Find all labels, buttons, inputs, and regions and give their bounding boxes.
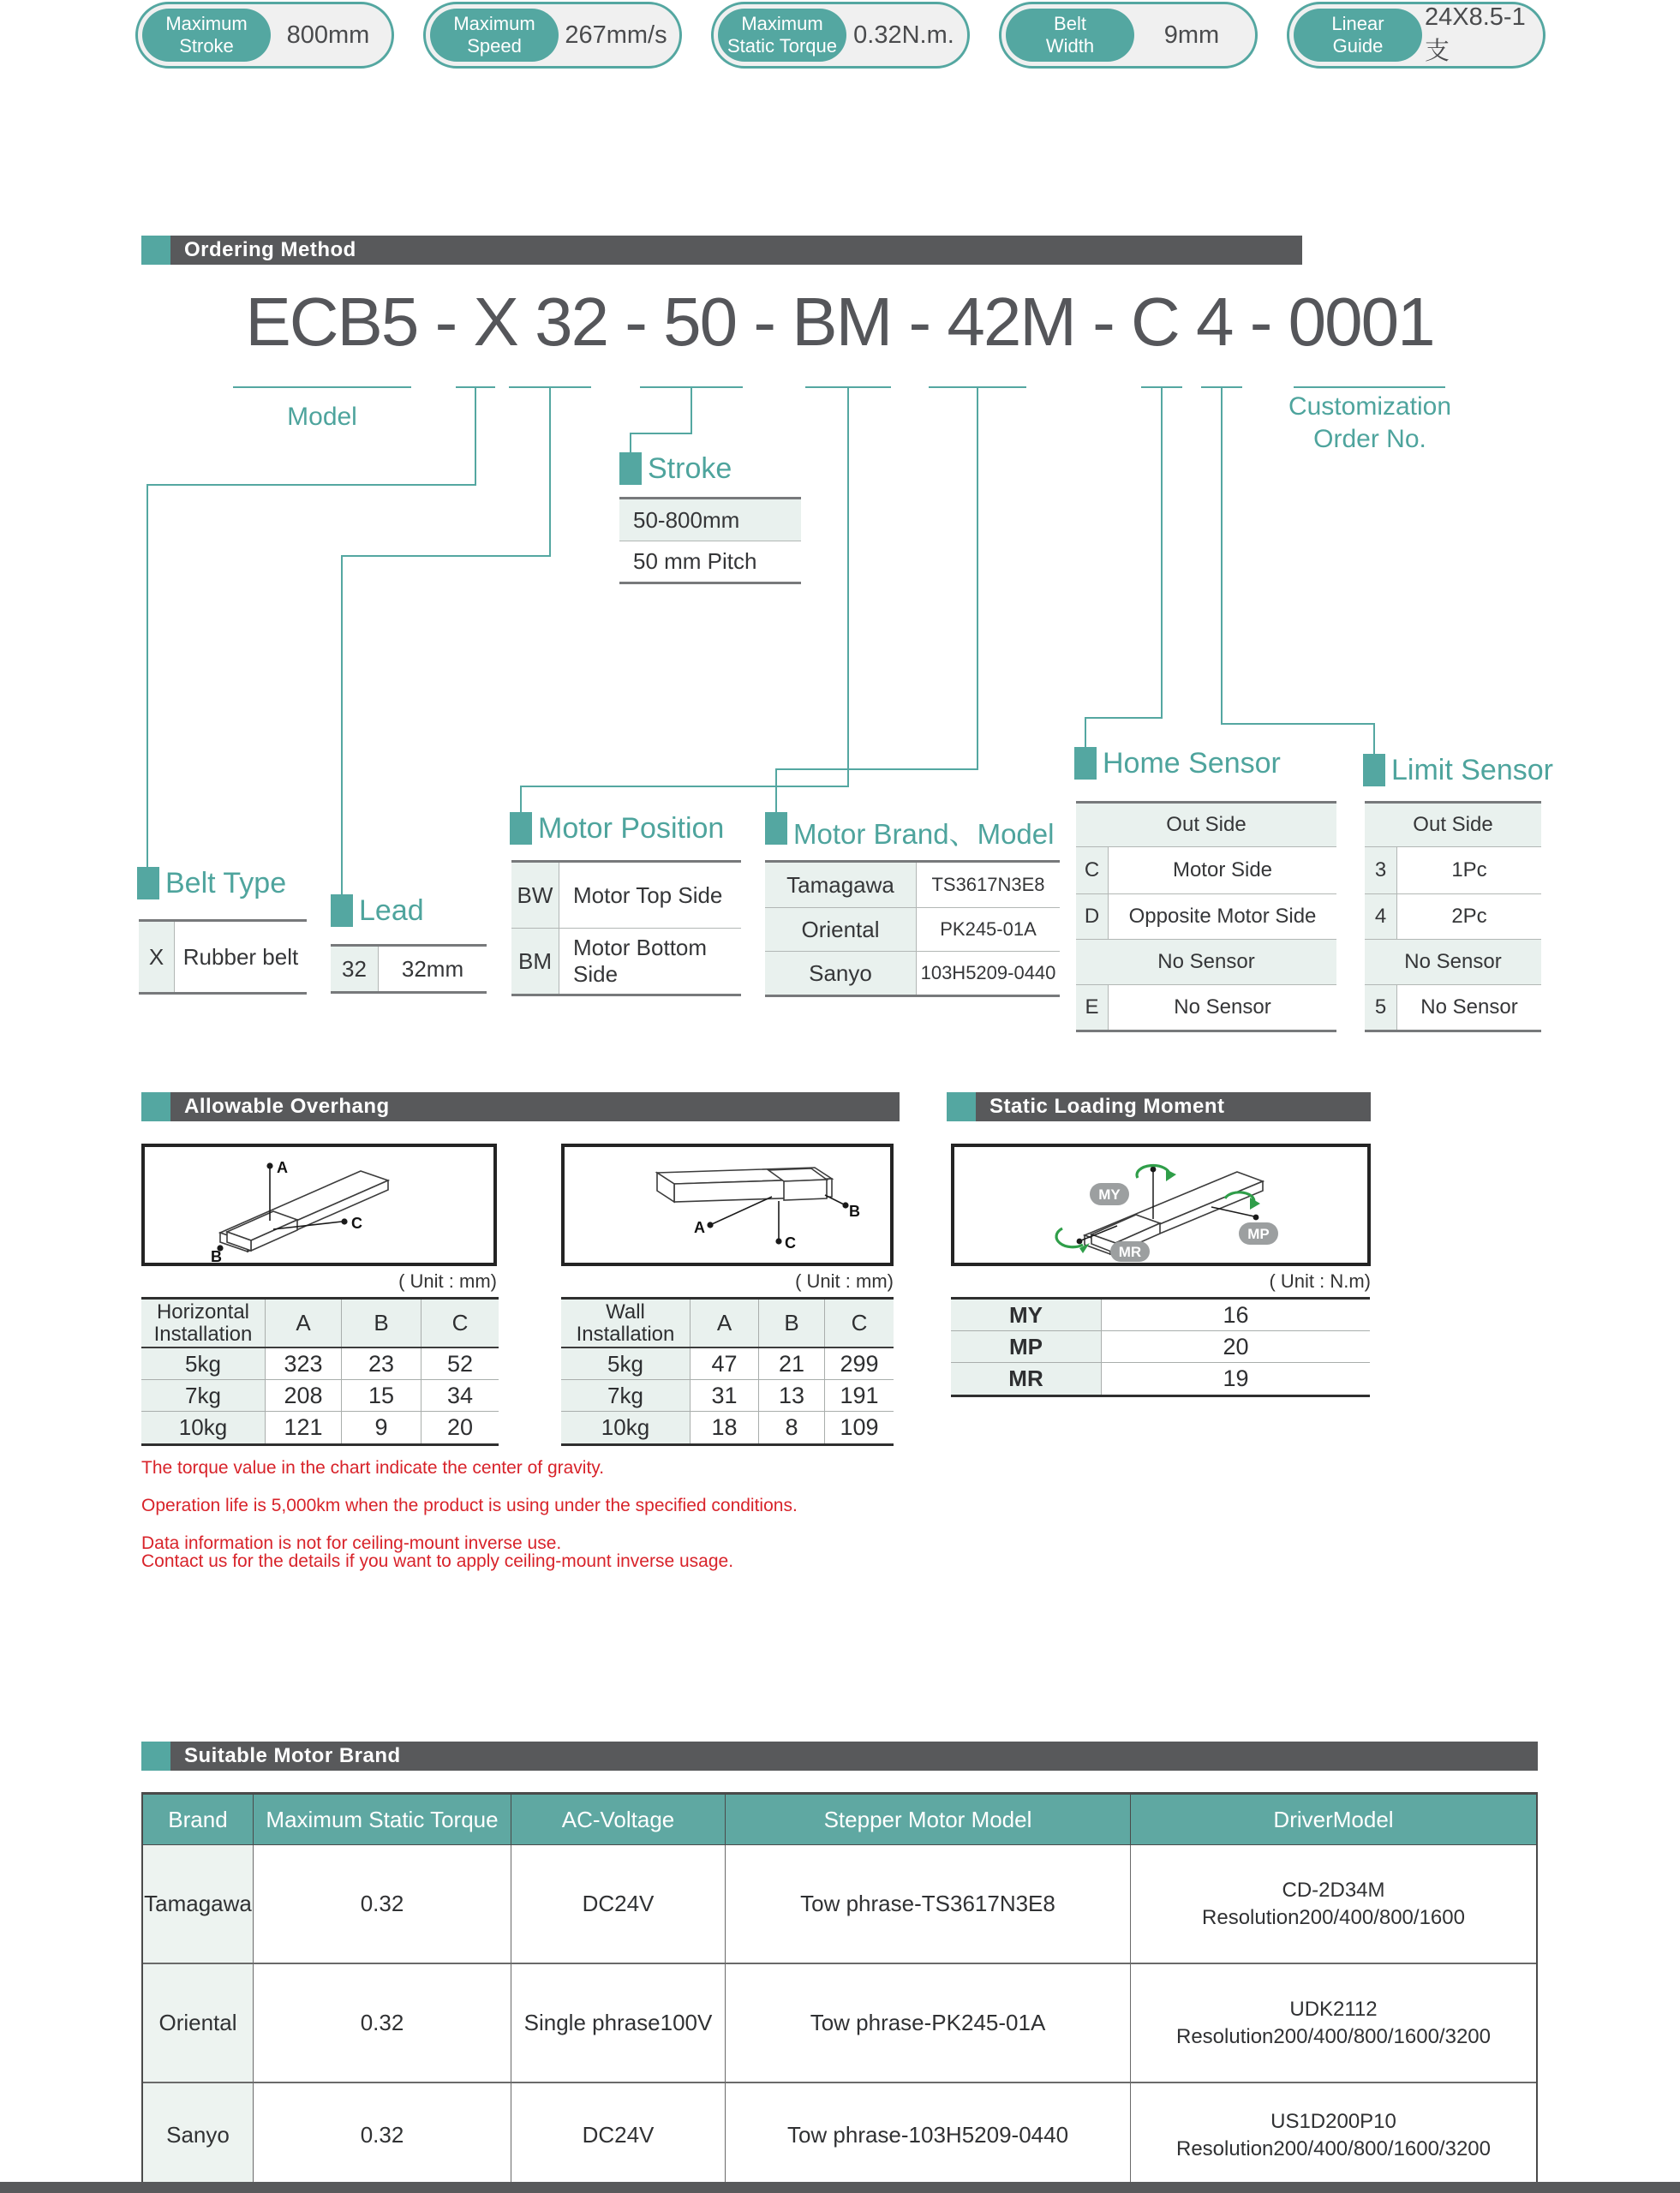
torque-cell: 0.32 <box>254 1964 511 2082</box>
home-sensor-no-sensor: No Sensor <box>1076 939 1336 984</box>
cell-value: 13 <box>759 1380 825 1411</box>
header-accent-square <box>141 1742 170 1771</box>
brand-cell: Oriental <box>143 1964 254 2082</box>
motor-table-row <box>143 1963 1536 2082</box>
header-accent-square <box>141 236 170 265</box>
ordering-code: ECB5 - X 32 - 50 - BM - 42M - C 4 - 0001 <box>245 284 1434 360</box>
driver-cell: US1D200P10 Resolution200/400/800/1600/3200 <box>1176 2110 1491 2160</box>
belt-type-code: X <box>139 922 175 992</box>
badge-label-line2: Guide <box>1332 35 1384 57</box>
cell-value: 8 <box>759 1412 825 1443</box>
badge-belt-width <box>999 2 1258 69</box>
note-torque: The torque value in the chart indicate the center of gravity. <box>141 1458 605 1478</box>
diagram-label-mp: MP <box>1247 1226 1270 1242</box>
lead-table <box>331 944 487 994</box>
motor-brand-name: Sanyo <box>765 952 917 995</box>
col-brand: Brand <box>143 1795 254 1844</box>
limit-sensor-code: 5 <box>1365 985 1397 1030</box>
row-label: 10kg <box>141 1412 266 1443</box>
lead-value: 32mm <box>401 955 464 982</box>
diagram-label-c: C <box>785 1234 796 1252</box>
cell-value: 109 <box>840 1414 879 1440</box>
suitable-motor-brand-header <box>141 1742 1538 1771</box>
section-square-icon <box>765 812 787 845</box>
wall-rail-drawing-icon <box>565 1147 890 1263</box>
note-ceiling-mount-2: Contact us for the details if you want to apply ceiling-mount inverse usage. <box>141 1551 734 1571</box>
wall-installation-corner: Wall Installation <box>576 1300 675 1346</box>
limit-sensor-value: No Sensor <box>1420 995 1518 1019</box>
limit-sensor-out-side: Out Side <box>1365 804 1541 846</box>
limit-sensor-value: 1Pc <box>1451 858 1487 881</box>
badge-maximum-static-torque-value: 0.32N.m. <box>853 21 954 49</box>
brand-cell: Sanyo <box>143 2083 254 2183</box>
cell-value: 34 <box>446 1382 474 1408</box>
section-square-icon <box>510 812 532 845</box>
page-footer-bar <box>0 2182 1680 2193</box>
col-header-a: A <box>266 1300 342 1347</box>
limit-sensor-code: 3 <box>1365 847 1397 893</box>
moment-rail-drawing-icon <box>954 1147 1367 1263</box>
header-accent-square <box>947 1092 976 1121</box>
lead-title-text: Lead <box>359 894 424 927</box>
home-sensor-code: C <box>1076 847 1109 893</box>
badge-belt-width-value: 9mm <box>1163 21 1220 49</box>
badge-label-line1: Maximum <box>453 13 535 35</box>
badge-linear-guide-value: 24X8.5-1支 <box>1425 3 1526 65</box>
moment-label: MR <box>951 1363 1102 1395</box>
stroke-title <box>619 452 732 486</box>
moment-value: 16 <box>1223 1301 1249 1328</box>
badge-label-line1: Belt <box>1054 13 1086 35</box>
section-square-icon <box>331 894 353 927</box>
row-label: 5kg <box>141 1348 266 1379</box>
moment-label: MP <box>951 1331 1102 1362</box>
motor-brand-model: PK245-01A <box>940 918 1037 940</box>
driver-cell: CD-2D34M Resolution200/400/800/1600 <box>1202 1879 1465 1929</box>
cell-value: 15 <box>342 1380 421 1411</box>
col-header-a: A <box>691 1300 759 1347</box>
motor-brand-name: Oriental <box>765 908 917 951</box>
belt-type-value: Rubber belt <box>182 943 299 970</box>
col-header-b: B <box>759 1300 825 1347</box>
badge-belt-width-tag <box>1006 9 1134 62</box>
cell-value: 191 <box>840 1382 879 1408</box>
section-square-icon <box>1074 747 1097 780</box>
customization-label <box>1273 391 1467 457</box>
motor-position-table <box>511 860 741 996</box>
suitable-motor-table <box>141 1792 1538 2183</box>
home-sensor-code: D <box>1076 894 1109 939</box>
motor-position-title <box>510 812 724 846</box>
belt-type-title-text: Belt Type <box>165 867 287 899</box>
lead-title <box>331 894 424 928</box>
header-accent-square <box>141 1092 170 1121</box>
note-ceiling-mount-1: Data information is not for ceiling-mount inverse use. <box>141 1533 562 1553</box>
section-square-icon <box>619 452 642 485</box>
home-sensor-value: Motor Side <box>1172 858 1273 881</box>
motor-brand-model: 103H5209-0440 <box>920 962 1056 983</box>
horizontal-rail-drawing-icon <box>145 1147 493 1263</box>
motor-brand-name: Tamagawa <box>765 863 917 907</box>
badge-label-line2: Width <box>1045 35 1095 57</box>
col-ac-voltage: AC-Voltage <box>511 1795 726 1844</box>
cell-value: 299 <box>840 1350 879 1377</box>
diagram-label-b: B <box>849 1203 860 1220</box>
home-sensor-out-side: Out Side <box>1076 804 1336 846</box>
limit-sensor-table <box>1365 801 1541 1032</box>
badge-label-line2: Static Torque <box>726 35 837 57</box>
static-loading-moment-header <box>947 1092 1371 1121</box>
motor-table-row <box>143 2082 1536 2183</box>
moment-value: 19 <box>1223 1365 1249 1391</box>
badge-maximum-speed-value: 267mm/s <box>565 21 667 49</box>
customization-line1: Customization <box>1288 392 1452 421</box>
stepper-model-cell: Tow phrase-103H5209-0440 <box>726 2083 1131 2183</box>
cell-value: 21 <box>759 1348 825 1379</box>
row-label: 10kg <box>561 1412 691 1443</box>
badge-linear-guide-tag <box>1294 9 1422 62</box>
brand-cell: Tamagawa <box>143 1845 254 1963</box>
unit-mm-label: ( Unit : mm) <box>795 1270 894 1292</box>
stroke-table <box>619 497 801 584</box>
allowable-overhang-header-label: Allowable Overhang <box>170 1092 900 1121</box>
stroke-pitch: 50 mm Pitch <box>633 548 757 574</box>
torque-cell: 0.32 <box>254 1845 511 1963</box>
torque-cell: 0.32 <box>254 2083 511 2183</box>
motor-position-title-text: Motor Position <box>538 812 725 845</box>
badge-maximum-stroke-value: 800mm <box>286 21 370 49</box>
suitable-motor-brand-header-label: Suitable Motor Brand <box>170 1742 1538 1771</box>
voltage-cell: DC24V <box>511 2083 726 2183</box>
home-sensor-code: E <box>1076 985 1109 1030</box>
section-square-icon <box>1363 754 1385 786</box>
allowable-overhang-header <box>141 1092 900 1121</box>
moment-label: MY <box>951 1300 1102 1330</box>
cell-value: 323 <box>266 1348 342 1379</box>
customization-line2: Order No. <box>1313 425 1426 454</box>
wall-installation-table <box>561 1297 894 1446</box>
col-header-b: B <box>342 1300 421 1347</box>
col-driver-model: DriverModel <box>1273 1806 1394 1832</box>
spec-badges <box>135 2 1545 69</box>
belt-type-title <box>137 867 286 900</box>
badge-maximum-static-torque <box>711 2 970 69</box>
badge-maximum-speed <box>423 2 682 69</box>
belt-type-table <box>139 919 307 995</box>
diagram-label-mr: MR <box>1118 1244 1142 1260</box>
static-moment-diagram <box>951 1144 1371 1266</box>
horizontal-installation-corner: Horizontal Installation <box>153 1300 253 1346</box>
diagram-label-a: A <box>694 1219 705 1236</box>
home-sensor-value: No Sensor <box>1174 995 1271 1019</box>
row-label: 5kg <box>561 1348 691 1379</box>
home-sensor-table <box>1076 801 1336 1032</box>
diagram-label-a: A <box>277 1159 288 1176</box>
voltage-cell: Single phrase100V <box>511 1964 726 2082</box>
cell-value: 23 <box>342 1348 421 1379</box>
col-header-c: C <box>825 1300 894 1347</box>
cell-value: 47 <box>691 1348 759 1379</box>
wall-overhang-diagram <box>561 1144 894 1266</box>
stepper-model-cell: Tow phrase-TS3617N3E8 <box>726 1845 1131 1963</box>
motor-position-value: Motor Bottom Side <box>573 935 708 987</box>
badge-maximum-stroke <box>135 2 394 69</box>
cell-value: 31 <box>691 1380 759 1411</box>
stroke-title-text: Stroke <box>648 452 732 485</box>
cell-value: 20 <box>446 1414 474 1440</box>
voltage-cell: DC24V <box>511 1845 726 1963</box>
horizontal-installation-table <box>141 1297 499 1446</box>
col-max-static-torque: Maximum Static Torque <box>254 1795 511 1844</box>
cell-value: 208 <box>266 1380 342 1411</box>
diagram-label-my: MY <box>1098 1186 1121 1203</box>
cell-value: 121 <box>266 1412 342 1443</box>
motor-brand-title <box>765 812 1054 852</box>
limit-sensor-code: 4 <box>1365 894 1397 939</box>
horizontal-overhang-diagram <box>141 1144 497 1266</box>
unit-mm-label: ( Unit : mm) <box>398 1270 497 1292</box>
badge-maximum-static-torque-tag <box>718 9 846 62</box>
home-sensor-value: Opposite Motor Side <box>1128 905 1317 928</box>
col-stepper-motor-model: Stepper Motor Model <box>726 1795 1131 1844</box>
unit-nm-label: ( Unit : N.m) <box>1269 1270 1371 1292</box>
badge-label-line1: Maximum <box>165 13 248 35</box>
motor-brand-table <box>765 860 1060 997</box>
motor-brand-title-text: Motor Brand、Model <box>793 818 1055 850</box>
note-operation-life: Operation life is 5,000km when the product is using under the specified conditions. <box>141 1496 798 1515</box>
limit-sensor-title <box>1363 754 1553 787</box>
badge-linear-guide <box>1287 2 1545 69</box>
badge-label-line1: Linear <box>1331 13 1384 35</box>
ordering-method-header <box>141 236 1302 265</box>
ordering-method-header-label: Ordering Method <box>170 236 1302 265</box>
cell-value: 9 <box>342 1412 421 1443</box>
moment-value: 20 <box>1223 1333 1249 1359</box>
cell-value: 52 <box>446 1350 474 1377</box>
diagram-label-c: C <box>351 1215 362 1232</box>
static-moment-table <box>951 1297 1370 1397</box>
badge-maximum-stroke-tag <box>142 9 271 62</box>
badge-label-line1: Maximum <box>741 13 823 35</box>
home-sensor-title-text: Home Sensor <box>1103 747 1281 780</box>
badge-maximum-speed-tag <box>430 9 559 62</box>
diagram-label-b: B <box>211 1248 222 1263</box>
row-label: 7kg <box>141 1380 266 1411</box>
lead-code: 32 <box>331 947 379 991</box>
stroke-range: 50-800mm <box>633 506 740 533</box>
limit-sensor-no-sensor: No Sensor <box>1365 939 1541 984</box>
motor-position-value: Motor Top Side <box>573 881 723 908</box>
motor-position-code: BW <box>511 863 559 928</box>
model-label: Model <box>287 403 357 431</box>
home-sensor-title <box>1074 747 1281 780</box>
motor-position-code: BM <box>511 929 559 994</box>
limit-sensor-title-text: Limit Sensor <box>1391 754 1553 786</box>
badge-label-line2: Stroke <box>179 35 234 57</box>
motor-table-row <box>143 1845 1536 1963</box>
limit-sensor-value: 2Pc <box>1451 905 1487 928</box>
cell-value: 18 <box>691 1412 759 1443</box>
static-loading-moment-header-label: Static Loading Moment <box>976 1092 1371 1121</box>
row-label: 7kg <box>561 1380 691 1411</box>
badge-label-line2: Speed <box>467 35 522 57</box>
motor-table-header-row <box>143 1795 1536 1845</box>
driver-cell: UDK2112 Resolution200/400/800/1600/3200 <box>1176 1998 1491 2048</box>
section-square-icon <box>137 867 159 899</box>
motor-brand-model: TS3617N3E8 <box>931 874 1045 895</box>
stepper-model-cell: Tow phrase-PK245-01A <box>726 1964 1131 2082</box>
col-header-c: C <box>421 1300 499 1347</box>
